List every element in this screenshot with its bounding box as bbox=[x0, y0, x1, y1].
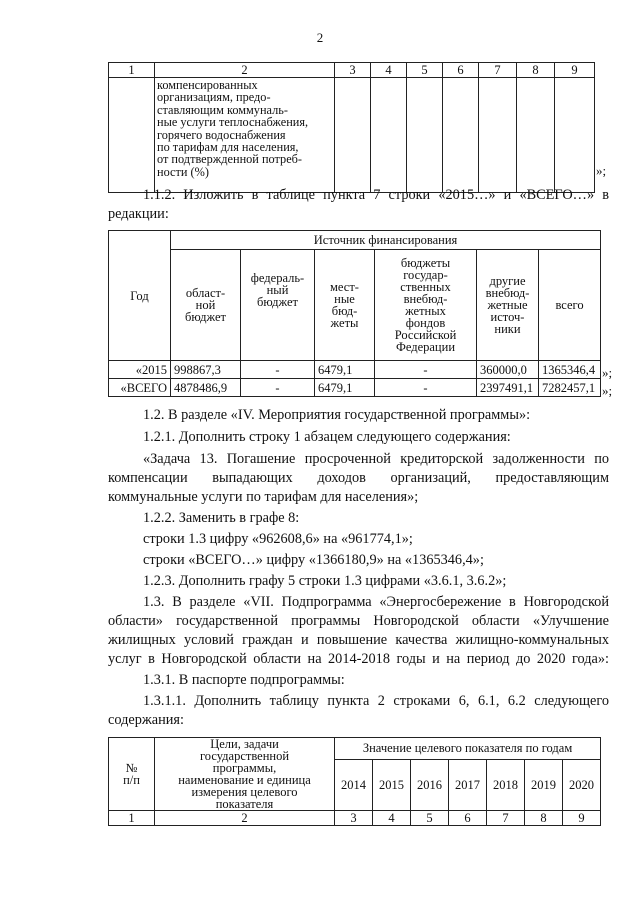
text-line: строки 1.3 цифру «962608,6» на «961774,1»; bbox=[143, 531, 413, 547]
table3-year: 2015 bbox=[373, 759, 411, 810]
header-line: п/п bbox=[123, 773, 140, 787]
table2-cell-other: 360000,0 bbox=[477, 361, 539, 379]
header-line: государ- bbox=[403, 268, 448, 282]
table3-year: 2016 bbox=[411, 759, 449, 810]
table2-row-2015 bbox=[109, 361, 601, 379]
financing-table bbox=[108, 230, 601, 397]
table1-col-number: 6 bbox=[443, 63, 479, 78]
header-line: ной bbox=[195, 298, 216, 312]
header-line: измерения целевого bbox=[191, 785, 298, 799]
table1-empty-cell bbox=[443, 78, 479, 193]
header-line: государственной bbox=[199, 749, 290, 763]
text-line: коммунальные услуги по тарифам для населения»; bbox=[108, 489, 419, 505]
header-line: област- bbox=[185, 286, 226, 300]
paragraph-1-1-2-cont: редакции: bbox=[108, 206, 169, 222]
table3-col-number: 1 bbox=[109, 811, 155, 826]
table3-col-number: 6 bbox=[449, 811, 487, 826]
table1-desc-line: ности (%) bbox=[157, 164, 209, 179]
header-line: мест- bbox=[330, 280, 359, 294]
text-line: «Задача 13. Погашение просроченной кредиторской задолженности по bbox=[143, 451, 609, 467]
table1-col-number: 7 bbox=[479, 63, 517, 78]
table2-col-funds bbox=[375, 250, 477, 361]
table2-row-2015-closing: »; bbox=[602, 365, 613, 380]
table3-col-number: 8 bbox=[525, 811, 563, 826]
table2-group-header: Источник финансирования bbox=[171, 231, 601, 250]
page-number: 2 bbox=[316, 30, 324, 45]
header-line: ственных bbox=[400, 280, 451, 294]
table2-year-header: Год bbox=[109, 231, 171, 361]
table2-cell-federal: - bbox=[241, 379, 315, 397]
table2-col-other bbox=[477, 250, 539, 361]
header-line: бюджет bbox=[185, 310, 226, 324]
table2-col-oblast bbox=[171, 250, 241, 361]
table1-description-cell bbox=[155, 78, 335, 193]
text-line: 1.2.2. Заменить в графе 8: bbox=[143, 510, 300, 526]
header-line: внебюд- bbox=[403, 292, 448, 306]
table1-empty-cell bbox=[109, 78, 155, 193]
table1-header-row bbox=[109, 63, 595, 78]
header-line: жетных bbox=[405, 304, 446, 318]
table1-empty-cell bbox=[479, 78, 517, 193]
table1-col-number: 1 bbox=[109, 63, 155, 78]
table1-col-number: 5 bbox=[407, 63, 443, 78]
continuation-table bbox=[108, 62, 595, 193]
table2-cell-other: 2397491,1 bbox=[477, 379, 539, 397]
table3-year: 2017 bbox=[449, 759, 487, 810]
header-line: федераль- bbox=[250, 271, 305, 285]
text-line: услуг в Новгородской области на 2014-2018 годы и на период до 2020 года»: bbox=[108, 651, 609, 667]
table2-cell-total: 1365346,4 bbox=[539, 361, 601, 379]
header-line: бюд- bbox=[331, 304, 358, 318]
table1-desc-line: горячего водоснабжения bbox=[157, 127, 286, 142]
table2-cell-local: 6479,1 bbox=[315, 379, 375, 397]
table3-year: 2019 bbox=[525, 759, 563, 810]
table1-col-number: 4 bbox=[371, 63, 407, 78]
header-line: бюджет bbox=[257, 295, 298, 309]
table3-number-row bbox=[109, 811, 601, 826]
table2-cell-total: 7282457,1 bbox=[539, 379, 601, 397]
header-line: другие bbox=[489, 274, 526, 288]
header-line: жетные bbox=[487, 298, 528, 312]
paragraph-1-1-2: 1.1.2. Изложить в таблице пункта 7 строки «2015…» и «ВСЕГО…» в bbox=[143, 187, 609, 203]
table3-col-number: 7 bbox=[487, 811, 525, 826]
table2-group-header-row bbox=[109, 231, 601, 250]
header-line: ные bbox=[334, 292, 355, 306]
text-line: 1.3.1.1. Дополнить таблицу пункта 2 строками 6, 6.1, 6.2 следующего bbox=[143, 693, 609, 709]
table1-desc-line: организациям, предо- bbox=[157, 90, 271, 105]
table1-desc-line: компенсированных bbox=[157, 78, 258, 92]
table1-col-number: 2 bbox=[155, 63, 335, 78]
text-line: строки «ВСЕГО…» цифру «1366180,9» на «1365346,4»; bbox=[143, 552, 484, 568]
table2-column-header-row bbox=[109, 250, 601, 361]
header-line: показателя bbox=[215, 797, 274, 811]
table3-col-num bbox=[109, 738, 155, 811]
table3-col-goals bbox=[155, 738, 335, 811]
table2-row-total-closing: »; bbox=[602, 383, 613, 398]
header-line: бюджеты bbox=[400, 256, 451, 270]
header-line: № bbox=[125, 761, 138, 775]
text-line: 1.3. В разделе «VII. Подпрограмма «Энергосбережение в Новгородской bbox=[143, 594, 609, 610]
table2-cell-funds: - bbox=[375, 361, 477, 379]
table3-year: 2018 bbox=[487, 759, 525, 810]
table1-empty-cell bbox=[517, 78, 555, 193]
header-line: ный bbox=[266, 283, 289, 297]
table1-closing-quote: »; bbox=[596, 163, 607, 178]
header-line: жеты bbox=[330, 316, 359, 330]
table2-cell-oblast: 4878486,9 bbox=[171, 379, 241, 397]
table1-col-number: 3 bbox=[335, 63, 371, 78]
text-line: жилищных условий граждан и повышение качества жилищно-коммунальных bbox=[108, 632, 609, 648]
header-line: Федерации bbox=[395, 340, 456, 354]
table1-row bbox=[109, 78, 595, 193]
table3-group-header-row bbox=[109, 738, 601, 760]
table3-col-number: 4 bbox=[373, 811, 411, 826]
table1-empty-cell bbox=[555, 78, 595, 193]
table2-cell-year: «2015 bbox=[109, 361, 171, 379]
table1-desc-line: ные услуги теплоснабжения, bbox=[157, 115, 309, 130]
table1-empty-cell bbox=[407, 78, 443, 193]
table1-empty-cell bbox=[335, 78, 371, 193]
text-line: области» государственной программы Новгородской области «Улучшение bbox=[108, 613, 609, 629]
table1-col-number: 9 bbox=[555, 63, 595, 78]
header-line: Российской bbox=[394, 328, 457, 342]
text-line: 1.2.3. Дополнить графу 5 строки 1.3 цифрами «3.6.1, 3.6.2»; bbox=[143, 573, 507, 589]
table3-year: 2020 bbox=[563, 759, 601, 810]
table2-col-local bbox=[315, 250, 375, 361]
indicators-table bbox=[108, 737, 601, 826]
table2-cell-year: «ВСЕГО bbox=[109, 379, 171, 397]
header-line: внебюд- bbox=[485, 286, 530, 300]
text-line: 1.3.1. В паспорте подпрограммы: bbox=[143, 672, 345, 688]
header-line: фондов bbox=[405, 316, 446, 330]
table3-col-number: 3 bbox=[335, 811, 373, 826]
table3-year: 2014 bbox=[335, 759, 373, 810]
header-line: наименование и единица bbox=[178, 773, 311, 787]
table1-desc-line: ставляющим коммуналь- bbox=[157, 102, 288, 117]
table1-empty-cell bbox=[371, 78, 407, 193]
header-line: программы, bbox=[212, 761, 277, 775]
table2-cell-funds: - bbox=[375, 379, 477, 397]
table2-col-total: всего bbox=[539, 250, 601, 361]
text-line: 1.2. В разделе «IV. Мероприятия государственной программы»: bbox=[143, 407, 531, 423]
table2-cell-federal: - bbox=[241, 361, 315, 379]
header-line: источ- bbox=[490, 310, 525, 324]
table3-col-number: 9 bbox=[563, 811, 601, 826]
table3-group-header: Значение целевого показателя по годам bbox=[335, 738, 601, 760]
table1-desc-line: по тарифам для населения, bbox=[157, 140, 299, 155]
header-line: ники bbox=[494, 322, 521, 336]
text-line: содержания: bbox=[108, 712, 184, 728]
table2-row-total bbox=[109, 379, 601, 397]
table1-col-number: 8 bbox=[517, 63, 555, 78]
text-line: 1.2.1. Дополнить строку 1 абзацем следующего содержания: bbox=[143, 429, 511, 445]
table3-col-number: 5 bbox=[411, 811, 449, 826]
header-line: Цели, задачи bbox=[210, 737, 279, 751]
table1-desc-line: от подтвержденной потреб- bbox=[157, 152, 303, 167]
table2-cell-local: 6479,1 bbox=[315, 361, 375, 379]
text-line: компенсации выпадающих доходов организаций, предоставляющим bbox=[108, 470, 609, 486]
table2-col-federal bbox=[241, 250, 315, 361]
table2-cell-oblast: 998867,3 bbox=[171, 361, 241, 379]
table3-col-number: 2 bbox=[155, 811, 335, 826]
